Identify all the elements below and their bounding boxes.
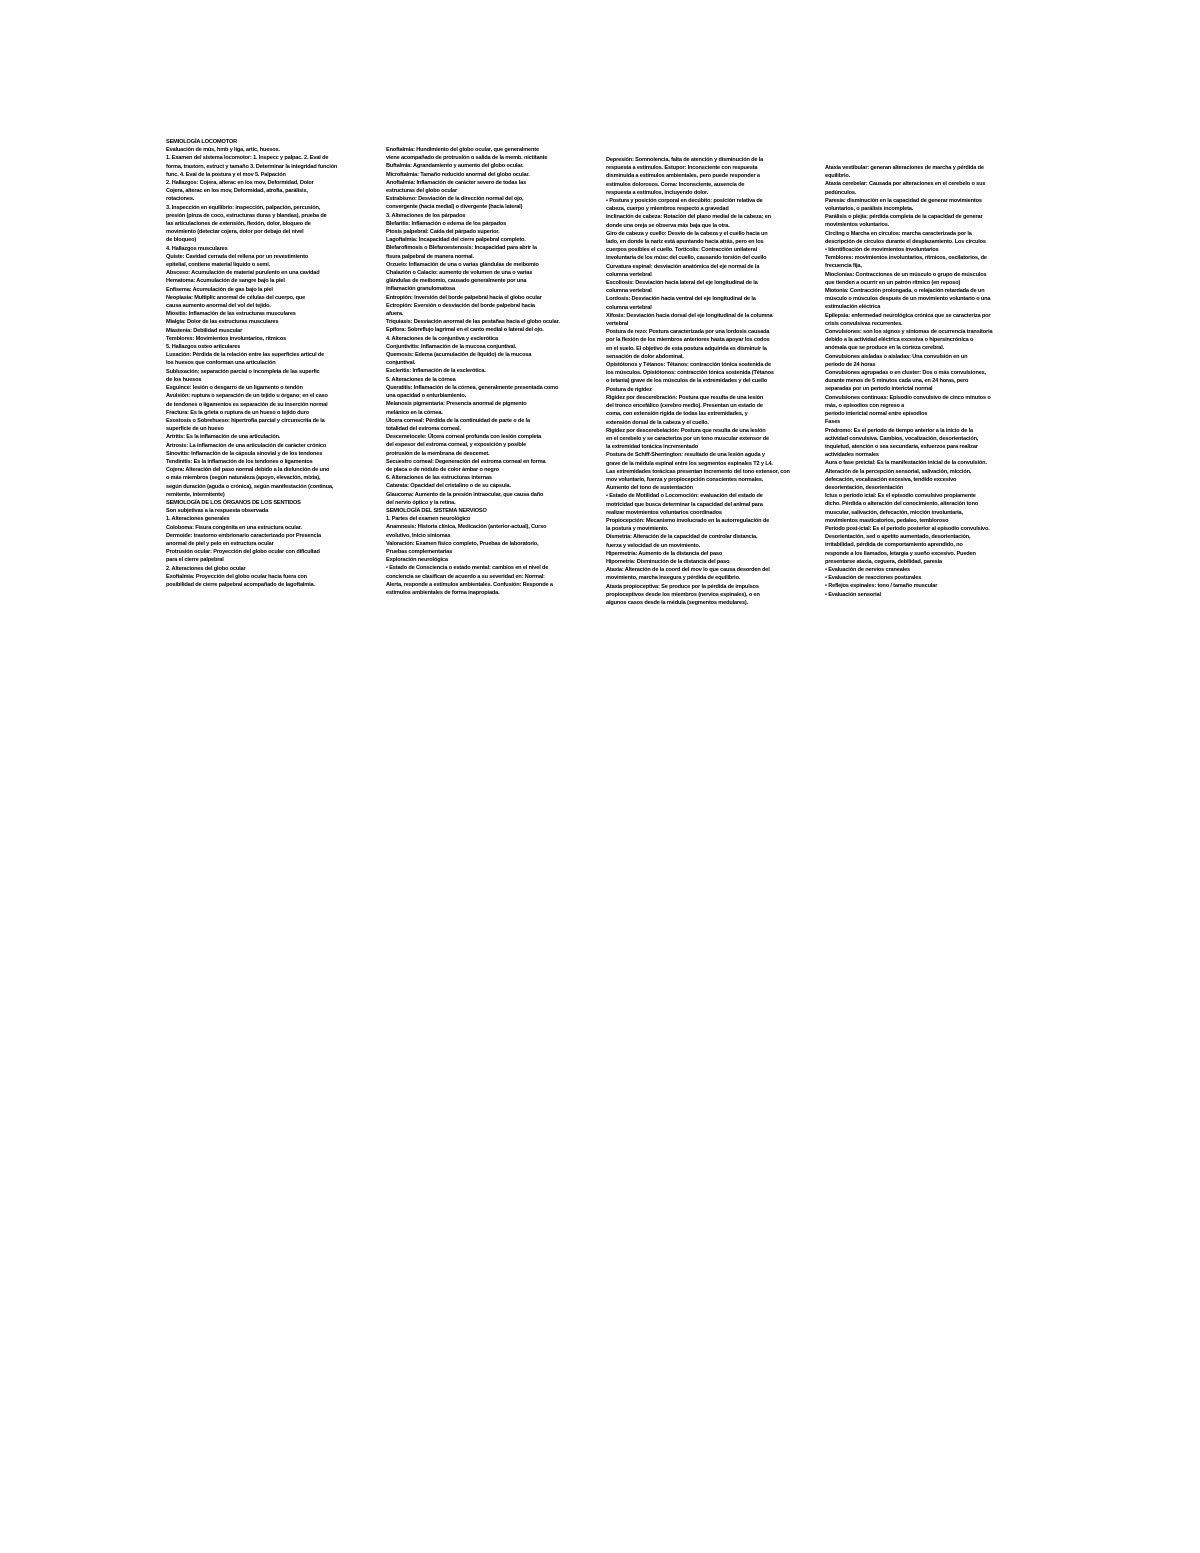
text-line: Cojera, alterac en los mov, Deformidad, atrofia, parálisis,	[166, 188, 308, 195]
text-line: SEMIOLOGÍA LOCOMOTOR	[166, 139, 237, 145]
text-line: 4. Hallazgos musculares	[166, 245, 228, 252]
text-line: Depresión: Somnolencia, falta de atención y disminución de la	[606, 157, 764, 163]
text-line: en el cerebelo y se caracteriza por un tono muscular extensor de	[606, 435, 769, 442]
text-line: glándulas de meibomio, causado generalmente por una	[386, 278, 527, 285]
text-line: descripción de círculos durante el desplazamiento. Los círculos	[825, 238, 986, 245]
text-line: Pruebas complementarias	[386, 548, 453, 555]
text-line: fuerza y velocidad de un movimiento.	[606, 542, 701, 549]
text-line: o más miembros (según naturaleza (apoyo, elevación, mixta),	[166, 475, 321, 482]
text-line: Epilepsia: enfermedad neurológica crónica que se caracteriza por	[825, 312, 991, 319]
text-line: periodo de 24 horas	[825, 361, 876, 368]
text-line: Enoftalmia: Hundimiento del globo ocular, que generalmente	[386, 147, 539, 153]
text-line: Úlcera corneal: Pérdida de la continuidad de parte o de la	[386, 417, 530, 424]
text-line: columna vertebral	[606, 304, 652, 311]
text-line: movimiento (detectar cojera, dolor por debajo del nivel	[166, 229, 304, 236]
text-line: Buftalmia: Agrandamiento y aumento del globo ocular.	[386, 163, 524, 170]
text-line: vertebral	[606, 321, 629, 328]
text-line: Convulsiones aisladas o aisladas: Una convulsión en un	[825, 353, 968, 360]
text-line: Epífora: Sobreflujo lagrimal en el canto medial o lateral del ojo.	[386, 327, 544, 334]
text-line: extensión dorsal de la cabeza y el cuello.	[606, 419, 709, 426]
text-line: los huesos que conforman una articulación	[166, 360, 276, 367]
text-line: Curvatura espinal: desviación anatómica del eje normal de la	[606, 263, 760, 270]
text-line: epitelial, contiene material líquido o semi.	[166, 262, 271, 269]
text-line: columna vertebral	[606, 271, 652, 278]
text-line: en el suelo. El objetivo de esta postura adquirida es disminuir la	[606, 345, 767, 352]
text-line: las articulaciones de extensión, flexión, dolor, bloqueo de	[166, 221, 311, 228]
text-line: Mioclonías: Contracciones de un músculo o grupo de músculos	[825, 271, 987, 278]
text-line: cuerpos posibles el cuello. Tortícolis: Contracción unilateral	[606, 247, 757, 254]
text-line: Opistótonos y Tétanos: Tétanos: contracción tónica sostenida de	[606, 362, 771, 369]
text-line: Ectropión: Eversión o desviación del borde palpebral hacia	[386, 302, 535, 309]
text-line: • Evaluación de nervios craneales	[825, 566, 910, 573]
text-line: Secuestro corneal: Degeneración del estroma corneal en forma	[386, 458, 546, 465]
text-line: Neoplasia: Multiplic anormal de células del cuerpo, que	[166, 294, 306, 301]
text-line: 2. Alteraciones del globo ocular	[166, 565, 246, 572]
text-line: afuera.	[386, 311, 404, 318]
text-line: Anoftalmia: Inflamación de carácter severo de todas las	[386, 179, 527, 186]
text-line: • Estado de Motilidad o Locomoción: evaluación del estado de	[606, 493, 763, 500]
text-line: Convulsiones agrupadas o en cluster: Dos o más convulsiones,	[825, 370, 987, 377]
text-line: Xifosis: Desviación hacia dorsal del eje longitudinal de la columna	[606, 312, 773, 319]
text-line: Anamnesis: Historia clínica, Medicación (anterior-actual), Curso	[386, 524, 547, 531]
text-line: inflamación granulomatosa	[386, 286, 455, 293]
text-line: anómala que se produce en la corteza cerebral.	[825, 345, 945, 352]
text-line: frecuencia fija,	[825, 263, 862, 270]
text-line: Valoración: Examen físico completo, Pruebas de laboratorio,	[386, 540, 539, 547]
text-line: conjuntival.	[386, 360, 416, 367]
text-line: 3. Inspección en equilibrio: inspección, palpación, percusión,	[166, 204, 321, 211]
text-line: Melanosis pigmentaria: Presencia anormal de pigmento	[386, 401, 527, 408]
text-line: • Identificación de movimientos involuntarios	[825, 247, 939, 254]
text-line: los músculos. Opistótonos: contracción tónica sostenida (Tétanos	[606, 370, 774, 377]
text-line: del espesor del estroma corneal, y exposición y posible	[386, 442, 527, 449]
text-line: durante menos de 5 minutos cada una, en 24 horas, pero	[825, 378, 969, 385]
text-line: del tronco encefálico (cerebro medio). Presentan un estado de	[606, 403, 763, 410]
text-line: anormal de piel y pelo en estructura ocular	[166, 540, 274, 547]
text-line: lado, en donde la nariz está apuntando hacia atrás, pero en los	[606, 239, 764, 246]
text-line: Exostosis o Sobrehueso: hipertrofia parcial y circunscrita de la	[166, 417, 325, 424]
text-line: Postura de Schiff-Sherrington: resultado de una lesión aguda y	[606, 452, 765, 459]
text-line: Artritis: Es la inflamación de una articulación.	[166, 434, 281, 441]
text-column-1	[166, 138, 376, 589]
text-line: Rigidez por descerebelación: Postura que resulta de una lesión	[606, 427, 766, 434]
text-line: fisura palpebral de manera normal.	[386, 253, 474, 260]
text-line: protrusión de la membrana de descemet.	[386, 450, 490, 457]
text-line: superficie de un hueso	[166, 426, 224, 433]
text-line: estimulación eléctrica	[825, 304, 881, 311]
text-line: dicho. Pérdida o alteración del conocimiento, alteración tono	[825, 501, 979, 508]
text-line: disminuida a estímulos ambientales, pero puede responder a	[606, 173, 760, 180]
text-line: causa aumento anormal del vol del tejido.	[166, 303, 271, 310]
text-line: Exoftalmia: Proyección del globo ocular hacia fuera con	[166, 573, 307, 580]
text-line: estímulos dolorosos. Coma: Inconsciente, ausencia de	[606, 181, 745, 188]
text-line: para el cierre palpebral	[166, 557, 224, 564]
text-line: Miastenia: Debilidad muscular	[166, 327, 243, 334]
text-line: Chalazión o Calacio: aumento de volumen de una o varias	[386, 270, 533, 277]
text-line: Enfisema: Acumulación de gas bajo la piel	[166, 286, 273, 293]
text-line: desorientación, desorientación	[825, 484, 904, 491]
text-line: Estrabismo: Desviación de la dirección normal del ojo,	[386, 196, 524, 203]
text-line: Circling o Marcha en círculos: marcha caracterizada por la	[825, 230, 972, 237]
text-line: Mialgia: Dolor de las estructuras musculares	[166, 319, 279, 326]
text-line: la extremidad torácica incrementado	[606, 444, 699, 451]
text-line: Subluxación: separación parcial o incompleta de las superfic	[166, 368, 320, 375]
text-line: de los huesos	[166, 376, 202, 383]
text-line: Ataxia: Alteración de la coord del mov lo que causa desorden del	[606, 567, 770, 574]
text-line: Lordosis: Desviación hacia ventral del eje longitudinal de la	[606, 296, 756, 303]
text-line: Inclinación de cabeza: Rotación del plano medial de la cabeza; en	[606, 214, 771, 221]
text-column-2	[386, 146, 596, 597]
text-line: movimientos voluntarios.	[825, 222, 890, 229]
text-line: Blefaritis: Inflamación o edema de los párpados	[386, 220, 507, 227]
text-line: Queratitis: Inflamación de la córnea, generalmente presentada como	[386, 384, 559, 391]
text-line: Miotonía: Contracción prolongada, o relajación retardada de un	[825, 288, 985, 295]
text-line: 1. Examen del sistema locomotor: 1. Inspecc y palpac. 2. Eval de	[166, 155, 329, 162]
text-line: Hipermetría: Aumento de la distancia del paso	[606, 550, 723, 557]
text-line: inquietud, atención o sea secundaria, esfuerzos para realizar	[825, 443, 978, 450]
text-line: func. 4. Eval de la postura y el mov 5. Palpación	[166, 171, 286, 178]
text-line: totalidad del estroma corneal.	[386, 425, 461, 432]
text-line: conciencia se clasifican de acuerdo a su severidad en: Normal:	[386, 573, 545, 580]
text-line: motricidad que busca determinar la capacidad del animal para	[606, 501, 763, 508]
text-line: Descemetocele: Úlcera corneal profunda con lesión completa	[386, 434, 542, 441]
text-line: Ptosis palpebral: Caída del párpado superior.	[386, 229, 500, 236]
text-line: Paresia: disminución en la capacidad de generar movimientos	[825, 197, 982, 204]
text-line: convergente (hacia medial) o divergente (hacia lateral)	[386, 204, 523, 211]
text-line: Quemosis: Edema (acumulación de líquido) de la mucosa	[386, 352, 532, 359]
text-line: Postura de rezo: Postura caracterizada por una lordosis causada	[606, 329, 770, 336]
text-line: de bloqueo)	[166, 237, 197, 244]
text-line: Glaucoma: Aumento de la presión intraocular, que causa daño	[386, 491, 544, 498]
text-line: melánico en la córnea.	[386, 409, 443, 416]
text-line: Ataxia cerebelar: Causada por alteraciones en el cerebelo o sus	[825, 181, 986, 188]
text-line: crisis convulsivas recurrentes.	[825, 320, 903, 327]
text-line: Aura o fase preictal: Es la manifestación inicial de la convulsión.	[825, 460, 987, 467]
text-line: • Evaluación sensorial	[825, 591, 881, 598]
text-line: separadas por un periodo interictal normal	[825, 386, 933, 393]
text-line: 5. Alteraciones de la córnea	[386, 376, 456, 383]
text-line: Protrusión ocular: Proyección del globo ocular con dificultad	[166, 549, 320, 556]
text-line: voluntarios, o parálisis incompleta.	[825, 206, 914, 213]
text-line: Rigidez por descerebración: Postura que resulta de una lesión	[606, 394, 764, 401]
text-line: de placa o de nódulo de color ámbar o negro	[386, 466, 499, 473]
text-line: Microftalmia: Tamaño reducido anormal del globo ocular.	[386, 171, 530, 178]
text-line: movimiento, marcha insegura y pérdida de equilibrio.	[606, 575, 741, 582]
text-line: viene acompañado de protrusión o salida de la memb. nictitante	[386, 155, 548, 162]
text-line: • Postura y posición corporal en decúbito: posición relativa de	[606, 198, 763, 205]
text-line: presión (pinza de coco, estructuras duras y blandas), prueba de	[166, 212, 327, 219]
text-line: propioceptivos desde los miembros (nervios espinales), o en	[606, 591, 760, 598]
text-column-3	[606, 156, 816, 607]
text-line: mov voluntario, fuerza y propiocepción conscientes normales.	[606, 476, 764, 483]
text-line: 3. Alteraciones de los párpados	[386, 212, 466, 219]
text-line: Conjuntivitis: Inflamación de la mucosa conjuntival.	[386, 343, 517, 350]
text-line: Propiocepción: Mecanismo involucrado en la autorregulación de	[606, 517, 770, 524]
text-line: de tendones o ligamentos es separación de su inserción normal	[166, 401, 328, 408]
text-line: Triquiasis: Desviación anormal de las pestañas hacia el globo ocular.	[386, 319, 560, 326]
text-line: Miositis: Inflamación de las estructuras musculares	[166, 311, 296, 318]
text-line: Cojera: Alteración del paso normal debido a la disfunción de uno	[166, 467, 330, 474]
text-line: actividad convulsiva. Cambios, vocalización, desorientación,	[825, 435, 979, 442]
text-line: Ataxia propioceptiva: Se produce por la pérdida de impulsos	[606, 583, 759, 590]
text-line: Exploración neurológica	[386, 557, 448, 564]
text-line: la postura y movimiento.	[606, 526, 669, 533]
text-line: sensación de dolor abdominal.	[606, 353, 684, 360]
text-line: Convulsiones continuas: Episodio convulsivo de cinco minutos o	[825, 394, 991, 401]
text-line: Periodo post-ictal: Es el periodo posterior al episodio convulsivo.	[825, 525, 990, 532]
text-line: 1. Partes del examen neurológico	[386, 516, 471, 523]
text-line: Luxación: Pérdida de la relación entre las superficies articul de	[166, 352, 325, 359]
text-line: o tetania) grave de los músculos de la extremidades y del cuello	[606, 378, 768, 385]
text-line: 2. Hallazgos: Cojera, alterac en los mov, Deformidad, Dolor	[166, 180, 314, 187]
text-line: forma, trastorn, estruct y tamaño 3. Determinar la integridad función	[166, 163, 338, 170]
text-line: Postura de rigidez	[606, 386, 652, 393]
text-line: 4. Alteraciones de la conjuntiva y esclerótica	[386, 335, 498, 342]
text-line: estructuras del globo ocular	[386, 188, 458, 195]
text-line: debido a la actividad eléctrica excesiva o hipersincrónica o	[825, 337, 974, 344]
text-line: Artrosis: La inflamación de una articulación de carácter crónico	[166, 442, 327, 449]
text-line: músculo o músculos después de un movimiento voluntario o una	[825, 296, 991, 303]
text-line: Hematoma: Acumulación de sangre bajo la piel	[166, 278, 285, 285]
text-line: Alerta, responde a estímulos ambientales. Confusión: Responde a	[386, 581, 553, 588]
text-line: evolutivo, Inicio síntomas	[386, 532, 451, 539]
text-line: respuesta a estímulos. Estupor: Inconsciente con respuesta	[606, 165, 758, 172]
text-line: pedúnculos.	[825, 189, 857, 196]
text-line: remitente, intermitente)	[166, 491, 225, 498]
text-line: Pródromo: Es el periodo de tiempo anterior a la inicio de la	[825, 427, 973, 434]
text-line: Sinovitis: Inflamación de la cápsula sinovial y de los tendones	[166, 450, 323, 457]
text-line: irritabilidad, pérdida de comportamiento aprendido, no	[825, 542, 963, 549]
text-line: del nervio óptico y la retina.	[386, 499, 456, 506]
text-line: involuntaria de los músc del cuello, causando torsión del cuello	[606, 255, 767, 262]
text-line: • Reflejos espinales: tono / tamaño muscular	[825, 583, 938, 590]
text-line: realizar movimientos voluntarios coordinados	[606, 509, 722, 516]
text-line: Escleritis: Inflamación de la esclerótica.	[386, 368, 486, 375]
text-line: actividades normales	[825, 452, 879, 459]
text-line: Ictus o periodo ictal: Es el episodio convulsivo propiamente	[825, 493, 976, 500]
text-line: Dermoide: trastorno embrionario caracterizado por Presencia	[166, 532, 321, 539]
text-line: movimientos masticatorios, pedaleo, tembloroso	[825, 517, 949, 524]
text-line: SEMIOLOGÍA DE LOS ÓRGANOS DE LOS SENTIDOS	[166, 499, 301, 506]
text-line: posibilidad de cierre palpebral acompañado de lagoftalmia.	[166, 581, 315, 588]
text-line: Las extremidades torácicas presentan incremento del tono extensor, con	[606, 468, 790, 475]
text-line: Temblores: Movimientos involuntarios, rítmicos	[166, 335, 287, 342]
text-line: más, o episodios con regreso a	[825, 402, 905, 409]
text-line: Convulsiones: son los signos y síntomas de ocurrencia transitoria	[825, 329, 993, 336]
text-line: cabeza, cuerpo y miembros respecto a gravedad	[606, 206, 729, 213]
text-line: periodo interictal normal entre episodios	[825, 411, 928, 418]
text-line: Son subjetivas a la respuesta observada	[166, 508, 269, 515]
text-line: 6. Alteraciones de las estructuras internas	[386, 475, 492, 482]
text-line: columna vertebral	[606, 288, 652, 295]
text-line: grave de la médula espinal entre los segmentos espinales T2 y L4.	[606, 460, 773, 467]
text-line: Tendinitis: Es la inflamación de los tendones o ligamentos	[166, 458, 313, 465]
text-line: Desorientación, sed o apetito aumentado, desorientación,	[825, 534, 971, 541]
text-line: Avulsión: ruptura o separación de un tejido u órgano; en el caso	[166, 393, 328, 400]
text-line: Catarata: Opacidad del cristalino o de su cápsula.	[386, 483, 511, 490]
text-line: Temblores: movimientos involuntarios, rítmicos, oscilatorios, de	[825, 255, 987, 262]
text-line: algunos casos desde la médula (segmentos medulares).	[606, 599, 749, 606]
text-line: Quiste: Cavidad cerrada del rellena por un revestimiento	[166, 253, 309, 260]
text-line: Alteración de la percepción sensorial, salivación, micción,	[825, 468, 972, 475]
text-line: Hipometría: Disminución de la distancia del paso	[606, 558, 730, 565]
text-line: Parálisis o plejía: pérdida completa de la capacidad de generar	[825, 214, 983, 221]
text-line: que tienden a ocurrir en un patrón rítmico (en reposo)	[825, 279, 961, 286]
text-line: donde una oreja se observa más baja que la otra.	[606, 222, 730, 229]
text-line: 5. Hallazgos osteo articulares	[166, 344, 241, 351]
text-line: Entropión: Inversión del borde palpebral hacia el globo ocular	[386, 294, 542, 301]
text-column-4	[825, 164, 1035, 599]
text-line: Evaluación de mús, hmb y liga, artic, huesos.	[166, 147, 280, 154]
text-line: coma, con extensión rígida de todas las extremidades, y	[606, 411, 748, 418]
text-line: SEMIOLOGÍA DEL SISTEMA NERVIOSO	[386, 507, 487, 514]
text-line: Coloboma: Fisura congénita en una estructura ocular.	[166, 524, 302, 531]
text-line: Blefarofimosis o Blefaroestenosis: Incapacidad para abrir la	[386, 245, 537, 252]
text-line: una opacidad o enturbiamiento.	[386, 393, 467, 400]
text-line: por la flexión de los miembros anteriores hasta apoyar los codos	[606, 337, 770, 344]
text-line: Escoliosis: Desviación hacia lateral del eje longitudinal de la	[606, 280, 758, 287]
text-line: 1. Alteraciones generales	[166, 516, 230, 523]
text-line: Aumento del tono de sustentación	[606, 485, 693, 492]
text-line: • Estado de Consciencia o estado mental: cambios en el nivel de	[386, 565, 549, 572]
text-line: • Evaluación de reacciones posturales	[825, 575, 922, 582]
text-line: responde a los llamados, letargia y sueño excesivo. Pueden	[825, 550, 976, 557]
text-line: Giro de cabeza y cuello: Desvío de la cabeza y el cuello hacia un	[606, 230, 768, 237]
text-line: defecación, vocalización excesiva, tendido excesivo	[825, 476, 957, 483]
text-line: Ataxia vestibular: generan alteraciones de marcha y pérdida de	[825, 165, 984, 171]
text-line: Fractura: Es la grieta o ruptura de un hueso o tejido duro	[166, 409, 309, 416]
text-line: Lagoftalmia: Incapacidad del cierre palpebral completo.	[386, 237, 526, 244]
text-line: Dismetría: Alteración de la capacidad de controlar distancia,	[606, 534, 758, 541]
text-line: Absceso: Acumulación de material purulento en una cavidad	[166, 270, 320, 277]
text-line: rotaciones.	[166, 196, 195, 203]
text-line: estímulos ambientales de forma inapropiada.	[386, 589, 500, 596]
text-line: respuesta a estímulos, incluyendo dolor.	[606, 189, 709, 196]
text-line: equilibrio.	[825, 173, 851, 180]
text-line: Orzuelo: Inflamación de una o varias glándulas de meibomio	[386, 261, 539, 268]
text-line: muscular, salivación, defecación, micción involuntaria,	[825, 509, 963, 516]
text-line: según duración (aguda o crónica), según manifestación (continua,	[166, 483, 334, 490]
text-line: Esguince: lesión o desgarro de un ligamento o tendón	[166, 385, 303, 392]
text-line: Fases	[825, 419, 841, 426]
text-line: presentarse ataxia, ceguera, debilidad, paresia	[825, 558, 943, 565]
